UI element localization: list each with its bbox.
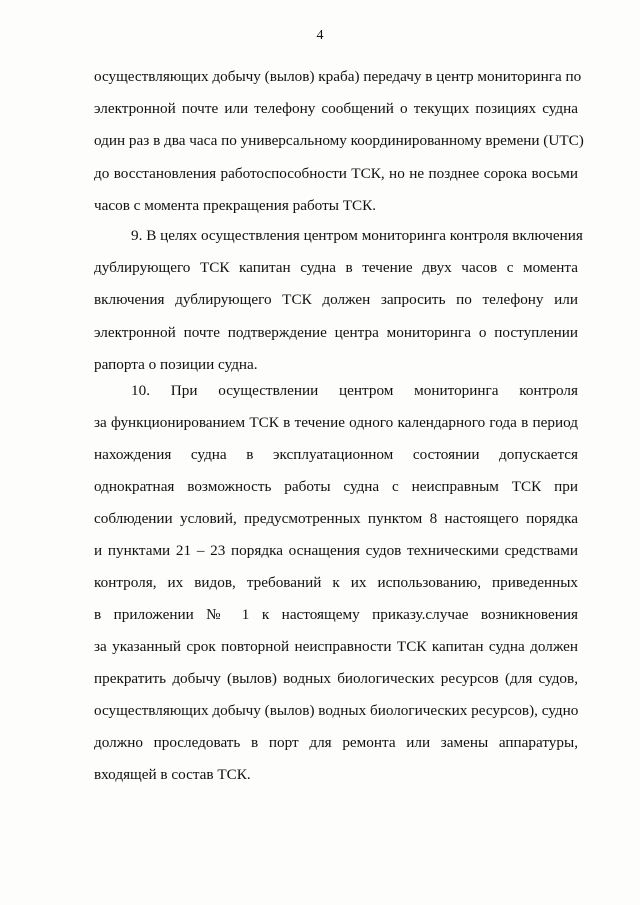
text-line: в приложении № 1 к настоящему приказу.случае возникновения [94,606,578,623]
text-line: за указанный срок повторной неисправности ТСК капитан судна должен [94,638,578,655]
text-line: прекратить добычу (вылов) водных биологических ресурсов (для судов, [94,670,578,687]
text-line: контроля, их видов, требований к их использованию, приведенных [94,574,578,591]
text-line: 9. В целях осуществления центром мониторинга контроля включения [131,227,583,244]
text-line: нахождения судна в эксплуатационном состоянии допускается [94,446,578,463]
text-line: осуществляющих добычу (вылов) водных биологических ресурсов), судно [94,702,579,719]
text-line: один раз в два часа по универсальному координированному времени (UTC) [94,132,584,150]
text-line: и пунктами 21 – 23 порядка оснащения судов техническими средствами [94,542,578,559]
text-line: электронной почте подтверждение центра мониторинга о поступлении [94,323,578,341]
page-number: 4 [316,28,324,43]
text-line: дублирующего ТСК капитан судна в течение двух часов с момента [94,259,578,277]
text-line: однократная возможность работы судна с неисправным ТСК при [94,478,578,495]
text-line: электронной почте или телефону сообщений о текущих позициях судна [94,100,578,118]
text-line: 10. При осуществлении центром мониторинга контроля [131,382,578,399]
text-line: соблюдении условий, предусмотренных пунктом 8 настоящего порядка [94,510,578,527]
text-line: часов с момента прекращения работы ТСК. [94,196,377,214]
text-line: включения дублирующего ТСК должен запросить по телефону или [94,291,578,309]
text-line: входящей в состав ТСК. [94,766,251,783]
text-line: рапорта о позиции судна. [94,355,258,373]
text-line: до восстановления работоспособности ТСК, но не позднее сорока восьми [94,164,578,182]
text-line: за функционированием ТСК в течение одного календарного года в период [94,414,578,431]
text-line: осуществляющих добычу (вылов) краба) передачу в центр мониторинга по [94,68,582,85]
text-line: должно проследовать в порт для ремонта или замены аппаратуры, [94,734,578,751]
